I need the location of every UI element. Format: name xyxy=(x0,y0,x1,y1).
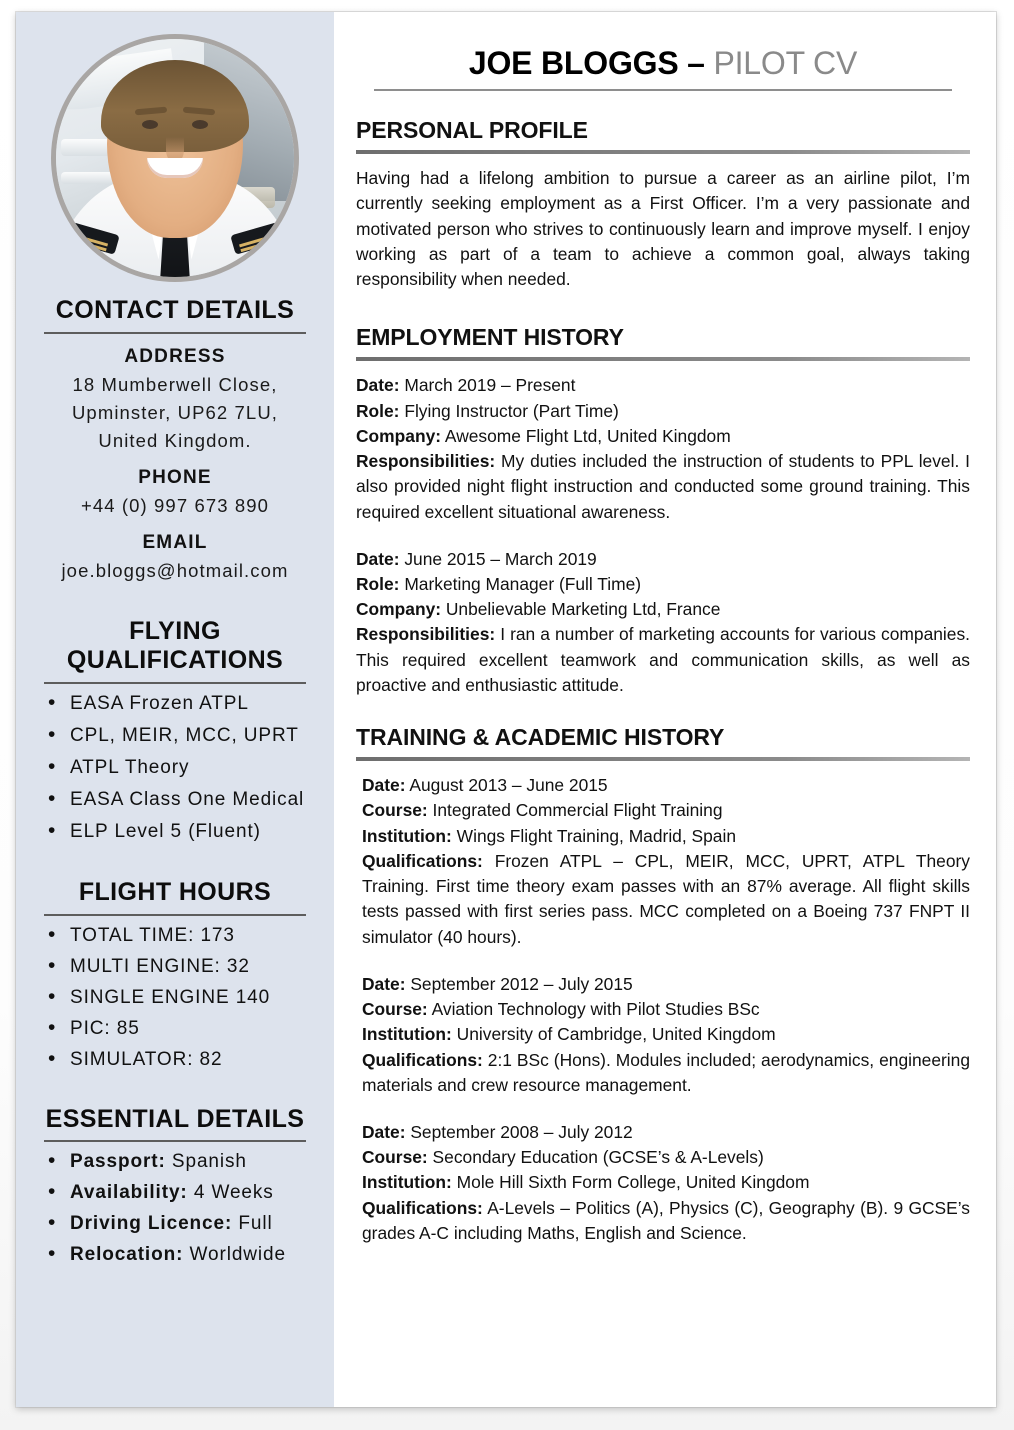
address-label: ADDRESS xyxy=(124,345,226,367)
contact-details-rule xyxy=(44,332,306,334)
profile-photo xyxy=(51,34,299,282)
list-item xyxy=(46,1183,318,1202)
personal-profile-heading: PERSONAL PROFILE xyxy=(356,117,588,144)
employment-entry xyxy=(356,547,970,698)
item-label: Driving Licence: xyxy=(70,1213,233,1235)
qualifications-value: A-Levels – Politics (A), Physics (C), Geography (B). 9 GCSE’s grades A-C including Maths, English and Science. xyxy=(362,1197,970,1243)
role-value: Flying Instructor (Part Time) xyxy=(399,400,619,421)
date-value: March 2019 – Present xyxy=(399,375,576,396)
list-item xyxy=(46,1152,318,1171)
page-title xyxy=(356,46,970,81)
cv-page xyxy=(16,12,996,1407)
profile-photo-wrap xyxy=(16,12,334,292)
entry-institution-line xyxy=(362,1022,970,1047)
responsibilities-value: My duties included the instruction of students to PPL level. I also provided night flight instruction and conducted some ground training. This required excellent situational awareness. xyxy=(356,451,970,522)
date-value: August 2013 – June 2015 xyxy=(405,775,608,796)
portrait-eye-left xyxy=(142,120,158,129)
sidebar xyxy=(16,12,334,1407)
employment-entry xyxy=(356,373,970,524)
qualifications-label: Qualifications: xyxy=(362,1049,483,1070)
company-label: Company: xyxy=(356,599,442,620)
phone-label: PHONE xyxy=(138,467,212,489)
company-label: Company: xyxy=(356,425,442,446)
main-content xyxy=(334,12,996,1407)
training-entry xyxy=(356,773,970,950)
role-label: Role: xyxy=(356,400,400,421)
phone-value: +44 (0) 997 673 890 xyxy=(80,495,270,517)
personal-profile-section xyxy=(356,117,970,292)
flying-qualifications-rule xyxy=(44,682,306,684)
item-value: Worldwide xyxy=(183,1244,286,1266)
email-label: EMAIL xyxy=(142,532,208,554)
entry-company-line xyxy=(356,424,970,449)
flight-hours-heading: FLIGHT HOURS xyxy=(78,877,272,906)
date-label: Date: xyxy=(362,1121,406,1142)
date-label: Date: xyxy=(362,973,406,994)
title-subtitle: PILOT CV xyxy=(713,45,858,81)
item-label: Availability: xyxy=(70,1182,188,1204)
essential-details-section xyxy=(16,1101,334,1265)
main-spacer-2 xyxy=(356,698,970,724)
list-item: • ATPL Theory xyxy=(46,758,318,777)
entry-qualifications-line xyxy=(362,1048,970,1098)
title-rule xyxy=(374,89,952,91)
flying-qualifications-list xyxy=(32,694,318,841)
flight-hours-section xyxy=(16,874,334,1069)
personal-profile-rule xyxy=(356,150,970,154)
entry-date-line xyxy=(362,1120,970,1145)
flying-qualifications-section xyxy=(16,613,334,841)
role-value: Marketing Manager (Full Time) xyxy=(399,574,642,594)
flight-hours-list xyxy=(32,926,318,1069)
address-block xyxy=(32,346,318,455)
address-line-1: 18 Mumberwell Close, xyxy=(72,373,278,395)
responsibilities-value: I ran a number of marketing accounts for various companies. This required excellent teamwork and communication skills, as well as proactive and enthusiastic attitude. xyxy=(356,624,970,695)
course-label: Course: xyxy=(362,1147,428,1168)
training-academic-history-rule xyxy=(356,757,970,761)
email-block xyxy=(32,532,318,585)
address-line-3: United Kingdom. xyxy=(98,429,252,451)
date-value: September 2012 – July 2015 xyxy=(405,973,633,994)
entry-date-line xyxy=(362,972,970,997)
list-item: • CPL, MEIR, MCC, UPRT xyxy=(46,726,318,745)
essential-details-rule xyxy=(44,1140,306,1142)
responsibilities-label: Responsibilities: xyxy=(356,451,496,472)
list-item: • SIMULATOR: 82 xyxy=(46,1050,318,1069)
entry-qualifications-line xyxy=(362,849,970,950)
entry-institution-line xyxy=(362,824,970,849)
list-item: • TOTAL TIME: 173 xyxy=(46,926,318,945)
date-value: September 2008 – July 2012 xyxy=(405,1121,633,1142)
qualifications-value: Frozen ATPL – CPL, MEIR, MCC, UPRT, ATPL Theory Training. First time theory exam passes with an 87% average. All flight skills tests passed with first series pass. MCC completed on a Boeing 737 FNPT II simulator (40 hours). xyxy=(362,850,970,947)
training-academic-history-section xyxy=(356,724,970,1246)
candidate-name: JOE BLOGGS xyxy=(468,45,679,81)
address-line-2: Upminster, UP62 7LU, xyxy=(71,401,279,423)
list-item: • EASA Frozen ATPL xyxy=(46,694,318,713)
qualifications-value: 2:1 BSc (Hons). Modules included; aerodynamics, engineering materials and crew resource management. xyxy=(362,1049,970,1095)
contact-details-heading: CONTACT DETAILS xyxy=(55,296,295,324)
item-value: 4 Weeks xyxy=(187,1182,274,1204)
employment-history-heading: EMPLOYMENT HISTORY xyxy=(356,324,624,351)
course-value: Aviation Technology with Pilot Studies BSc xyxy=(427,999,760,1020)
list-item: • MULTI ENGINE: 32 xyxy=(46,957,318,976)
item-label: Passport: xyxy=(70,1151,166,1173)
list-item xyxy=(46,1245,318,1264)
list-item xyxy=(46,1214,318,1233)
course-label: Course: xyxy=(362,800,428,821)
training-entry xyxy=(356,972,970,1098)
essential-details-list xyxy=(32,1152,318,1264)
phone-block xyxy=(32,467,318,520)
training-entry xyxy=(356,1120,970,1246)
email-value: joe.bloggs@hotmail.com xyxy=(61,560,289,582)
company-value: Unbelievable Marketing Ltd, France xyxy=(441,599,721,620)
course-value: Integrated Commercial Flight Training xyxy=(427,800,723,821)
flying-qualifications-heading: FLYING QUALIFICATIONS xyxy=(66,617,284,675)
entry-qualifications-line xyxy=(362,1196,970,1246)
institution-label: Institution: xyxy=(362,1024,452,1045)
list-item: • ELP Level 5 (Fluent) xyxy=(46,822,318,841)
institution-value: Wings Flight Training, Madrid, Spain xyxy=(451,825,736,846)
entry-date-line xyxy=(356,547,970,572)
responsibilities-label: Responsibilities: xyxy=(356,624,496,645)
sidebar-spacer-2 xyxy=(16,854,334,874)
list-item: • PIC: 85 xyxy=(46,1019,318,1038)
entry-responsibilities-line xyxy=(356,449,970,525)
employment-history-section xyxy=(356,324,970,698)
role-label: Role: xyxy=(356,574,400,594)
entry-course-line xyxy=(362,1145,970,1170)
qualifications-label: Qualifications: xyxy=(362,850,483,871)
contact-details-section xyxy=(16,292,334,585)
sidebar-spacer-1 xyxy=(16,585,334,613)
item-value: Full xyxy=(232,1213,273,1235)
entry-role-line xyxy=(356,572,970,597)
entry-course-line xyxy=(362,997,970,1022)
course-label: Course: xyxy=(362,999,428,1020)
item-value: Spanish xyxy=(165,1151,247,1173)
institution-label: Institution: xyxy=(362,825,452,846)
item-label: Relocation: xyxy=(70,1244,184,1266)
sidebar-spacer-3 xyxy=(16,1081,334,1101)
employment-history-rule xyxy=(356,357,970,361)
flight-hours-rule xyxy=(44,914,306,916)
list-item: • EASA Class One Medical xyxy=(46,790,318,809)
qualifications-label: Qualifications: xyxy=(362,1197,483,1218)
date-value: June 2015 – March 2019 xyxy=(399,548,597,569)
title-separator: – xyxy=(678,45,714,81)
institution-label: Institution: xyxy=(362,1172,452,1193)
personal-profile-text: Having had a lifelong ambition to pursue a career as an airline pilot, I’m currently seeking employment as a First Officer. I’m a very passionate and motivated person who strives to continuously learn and improve myself. I enjoy working as part of a team to achieve a common goal, always taking responsibility when needed. xyxy=(356,168,970,290)
essential-details-heading: ESSENTIAL DETAILS xyxy=(45,1104,305,1133)
entry-institution-line xyxy=(362,1170,970,1195)
entry-responsibilities-line xyxy=(356,622,970,698)
entry-course-line xyxy=(362,798,970,823)
date-label: Date: xyxy=(356,375,400,396)
institution-value: University of Cambridge, United Kingdom xyxy=(451,1024,776,1045)
main-spacer-1 xyxy=(356,292,970,324)
date-label: Date: xyxy=(356,548,400,569)
entry-company-line xyxy=(356,597,970,622)
list-item: • SINGLE ENGINE 140 xyxy=(46,988,318,1007)
entry-role-line xyxy=(356,399,970,424)
entry-date-line xyxy=(362,773,970,798)
entry-date-line xyxy=(356,373,970,398)
training-academic-history-heading: TRAINING & ACADEMIC HISTORY xyxy=(356,724,725,751)
course-value: Secondary Education (GCSE’s & A-Levels) xyxy=(427,1147,764,1168)
company-value: Awesome Flight Ltd, United Kingdom xyxy=(441,425,731,446)
institution-value: Mole Hill Sixth Form College, United Kingdom xyxy=(451,1172,810,1193)
date-label: Date: xyxy=(362,775,406,796)
